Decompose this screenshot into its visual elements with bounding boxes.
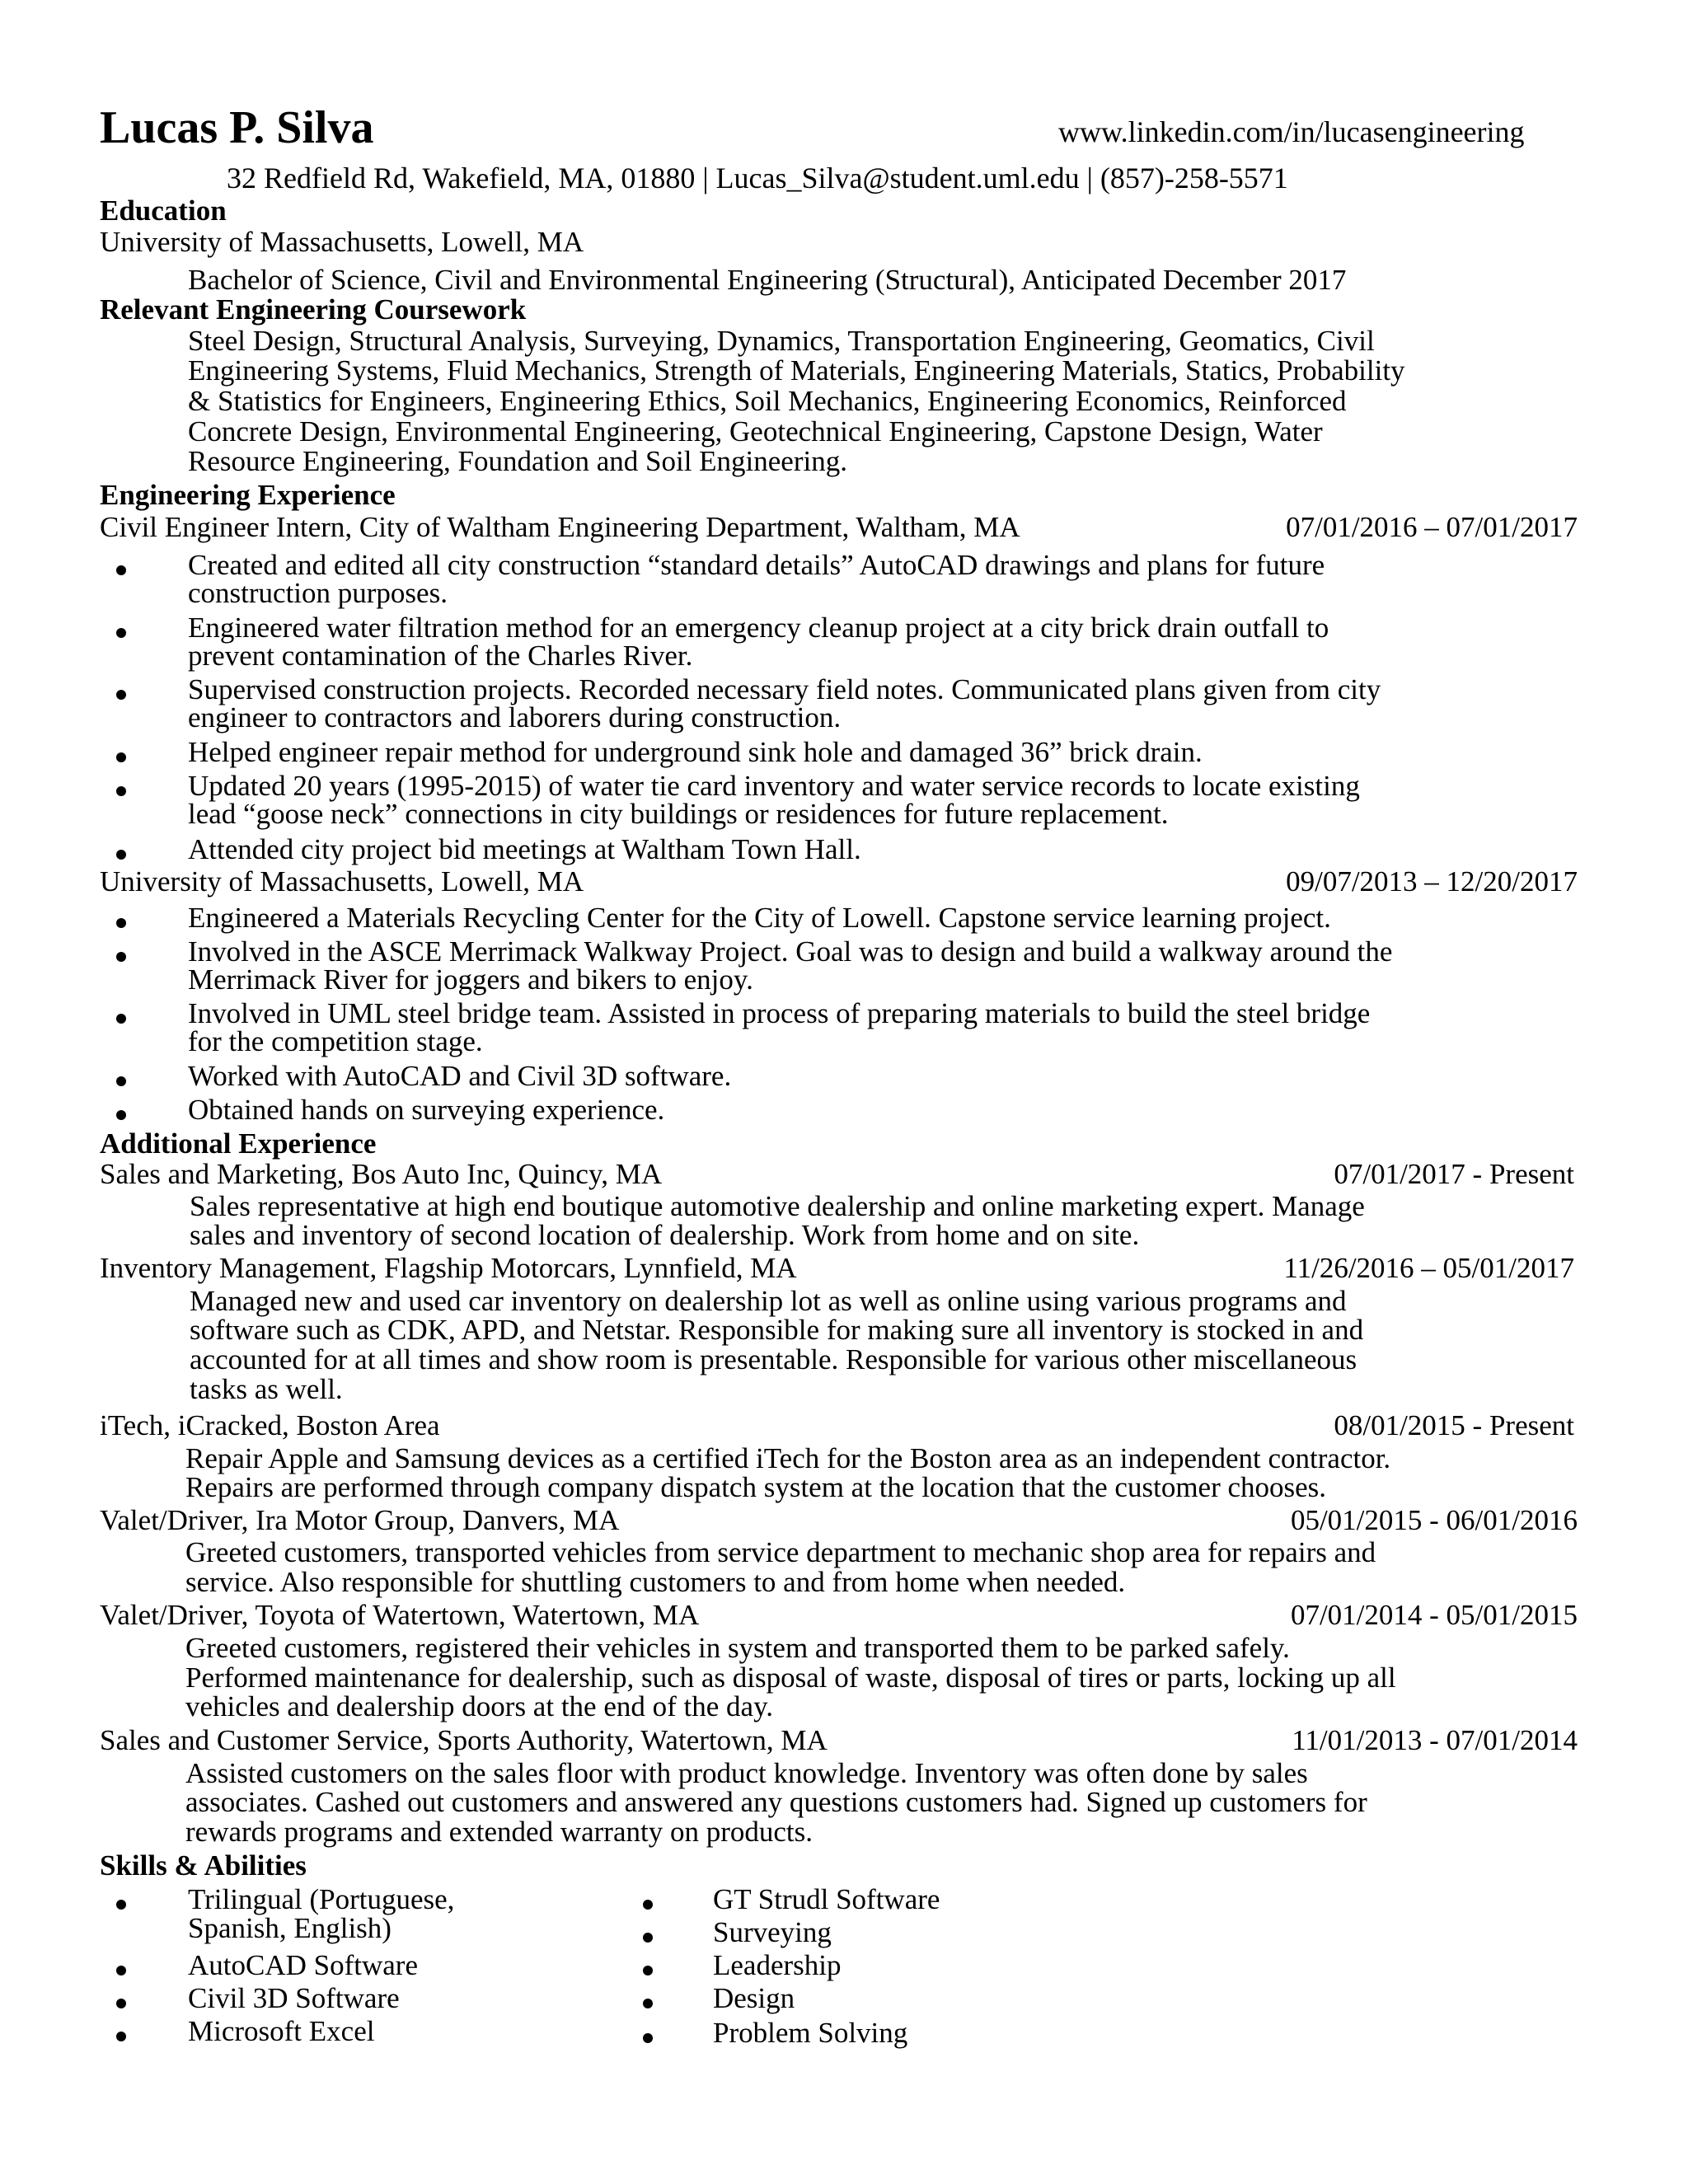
job-bullet: Worked with AutoCAD and Civil 3D software. [188, 1060, 732, 1092]
coursework-line: Engineering Systems, Fluid Mechanics, Strength of Materials, Engineering Materials, Statics, Probability [188, 354, 1405, 387]
bullet-icon [116, 1110, 126, 1120]
job-dates: 08/01/2015 - Present [1334, 1409, 1574, 1441]
job-bullet-cont: Merrimack River for joggers and bikers to enjoy. [188, 963, 753, 996]
job-dates: 11/01/2013 - 07/01/2014 [1292, 1724, 1578, 1756]
skills-heading: Skills & Abilities [100, 1849, 307, 1882]
job-title: Civil Engineer Intern, City of Waltham Engineering Department, Waltham, MA [100, 511, 1020, 543]
job-description: Sales representative at high end boutique automotive dealership and online marketing expert. Manage [190, 1190, 1365, 1222]
skill-item: Surveying [713, 1916, 832, 1948]
coursework-line: & Statistics for Engineers, Engineering Ethics, Soil Mechanics, Engineering Economics, Reinforced [188, 385, 1347, 417]
coursework-heading: Relevant Engineering Coursework [100, 293, 527, 326]
candidate-name: Lucas P. Silva [100, 102, 374, 153]
bullet-icon [116, 786, 126, 796]
job-description: sales and inventory of second location of dealership. Work from home and on site. [190, 1219, 1140, 1251]
education-school: University of Massachusetts, Lowell, MA [100, 226, 584, 258]
bullet-icon [116, 918, 126, 928]
coursework-line: Steel Design, Structural Analysis, Surveying, Dynamics, Transportation Engineering, Geomatics, Civil [188, 325, 1375, 357]
job-title: Sales and Marketing, Bos Auto Inc, Quincy, MA [100, 1158, 663, 1190]
bullet-icon [643, 1999, 653, 2008]
job-bullet-cont: engineer to contractors and laborers during construction. [188, 701, 842, 733]
job-bullet: Involved in the ASCE Merrimack Walkway Project. Goal was to design and build a walkway around the [188, 935, 1393, 968]
skill-item: Problem Solving [713, 2017, 908, 2049]
job-description: tasks as well. [190, 1373, 343, 1405]
job-title: iTech, iCracked, Boston Area [100, 1409, 440, 1441]
skill-item: AutoCAD Software [188, 1949, 418, 1981]
job-description: rewards programs and extended warranty on products. [185, 1816, 813, 1848]
skill-item: Civil 3D Software [188, 1982, 400, 2014]
job-bullet: Created and edited all city construction “standard details” AutoCAD drawings and plans for future [188, 549, 1325, 581]
job-description: accounted for at all times and show room is presentable. Responsible for various other miscellaneous [190, 1343, 1357, 1376]
job-title: Valet/Driver, Ira Motor Group, Danvers, MA [100, 1504, 620, 1536]
job-bullet-cont: prevent contamination of the Charles River. [188, 640, 693, 672]
job-dates: 11/26/2016 – 05/01/2017 [1283, 1252, 1574, 1284]
job-description: Repairs are performed through company dispatch system at the location that the customer chooses. [185, 1471, 1327, 1503]
bullet-icon [116, 1014, 126, 1024]
engineering-experience-heading: Engineering Experience [100, 479, 396, 511]
bullet-icon [116, 1900, 126, 1910]
additional-experience-heading: Additional Experience [100, 1127, 377, 1160]
bullet-icon [116, 1966, 126, 1975]
job-description: associates. Cashed out customers and answered any questions customers had. Signed up customers for [185, 1786, 1367, 1818]
skill-item-cont: Spanish, English) [188, 1912, 392, 1944]
job-bullet: Attended city project bid meetings at Waltham Town Hall. [188, 833, 861, 865]
job-description: Performed maintenance for dealership, such as disposal of waste, disposal of tires or parts, locking up all [185, 1661, 1396, 1694]
bullet-icon [116, 752, 126, 762]
job-title: Valet/Driver, Toyota of Watertown, Watertown, MA [100, 1599, 700, 1631]
job-dates: 09/07/2013 – 12/20/2017 [1286, 865, 1578, 898]
job-dates: 07/01/2017 - Present [1334, 1158, 1574, 1190]
bullet-icon [116, 565, 126, 575]
job-bullet: Engineered water filtration method for an emergency cleanup project at a city brick drain outfall to [188, 612, 1329, 644]
coursework-line: Concrete Design, Environmental Engineering, Geotechnical Engineering, Capstone Design, Water [188, 415, 1323, 448]
skill-item: Design [713, 1982, 795, 2014]
bullet-icon [116, 850, 126, 860]
job-description: software such as CDK, APD, and Netstar. Responsible for making sure all inventory is stocked in and [190, 1314, 1364, 1346]
coursework-line: Resource Engineering, Foundation and Soil Engineering. [188, 445, 847, 477]
skill-item: GT Strudl Software [713, 1883, 940, 1915]
skill-item: Leadership [713, 1949, 842, 1981]
skill-item: Microsoft Excel [188, 2015, 375, 2047]
bullet-icon [643, 1900, 653, 1910]
job-dates: 07/01/2014 - 05/01/2015 [1290, 1599, 1578, 1631]
contact-line: 32 Redfield Rd, Wakefield, MA, 01880 | Lucas_Silva@student.uml.edu | (857)-258-5571 [227, 162, 1288, 194]
job-bullet-cont: construction purposes. [188, 577, 448, 609]
bullet-icon [116, 1076, 126, 1086]
job-bullet-cont: lead “goose neck” connections in city buildings or residences for future replacement. [188, 798, 1169, 830]
job-description: Repair Apple and Samsung devices as a certified iTech for the Boston area as an independent contractor. [185, 1442, 1391, 1474]
job-bullet: Engineered a Materials Recycling Center for the City of Lowell. Capstone service learning project. [188, 902, 1331, 934]
job-description: Assisted customers on the sales floor with product knowledge. Inventory was often done by sales [185, 1757, 1308, 1789]
bullet-icon [116, 628, 126, 638]
bullet-icon [643, 1933, 653, 1943]
job-description: Managed new and used car inventory on dealership lot as well as online using various programs and [190, 1285, 1347, 1317]
job-title: Sales and Customer Service, Sports Authority, Watertown, MA [100, 1724, 828, 1756]
bullet-icon [643, 2033, 653, 2043]
job-dates: 05/01/2015 - 06/01/2016 [1290, 1504, 1578, 1536]
bullet-icon [116, 1999, 126, 2008]
bullet-icon [116, 2032, 126, 2041]
job-description: Greeted customers, registered their vehicles in system and transported them to be parked safely. [185, 1632, 1290, 1664]
education-heading: Education [100, 194, 227, 227]
job-title: University of Massachusetts, Lowell, MA [100, 865, 584, 898]
job-bullet-cont: for the competition stage. [188, 1025, 483, 1057]
job-bullet: Helped engineer repair method for underground sink hole and damaged 36” brick drain. [188, 736, 1203, 768]
job-bullet: Updated 20 years (1995-2015) of water tie card inventory and water service records to locate existing [188, 770, 1360, 802]
skill-item: Trilingual (Portuguese, [188, 1883, 455, 1915]
bullet-icon [116, 952, 126, 962]
job-description: service. Also responsible for shuttling customers to and from home when needed. [185, 1566, 1126, 1598]
education-degree: Bachelor of Science, Civil and Environmental Engineering (Structural), Anticipated December 2017 [188, 264, 1347, 296]
job-bullet: Supervised construction projects. Recorded necessary field notes. Communicated plans given from city [188, 673, 1381, 705]
job-bullet: Obtained hands on surveying experience. [188, 1094, 665, 1126]
job-bullet: Involved in UML steel bridge team. Assisted in process of preparing materials to build the steel bridge [188, 997, 1371, 1029]
job-title: Inventory Management, Flagship Motorcars, Lynnfield, MA [100, 1252, 797, 1284]
job-dates: 07/01/2016 – 07/01/2017 [1286, 511, 1578, 543]
linkedin-url[interactable]: www.linkedin.com/in/lucasengineering [1058, 115, 1525, 148]
job-description: Greeted customers, transported vehicles from service department to mechanic shop area for repairs and [185, 1536, 1376, 1568]
job-description: vehicles and dealership doors at the end of the day. [185, 1690, 774, 1722]
bullet-icon [643, 1966, 653, 1975]
bullet-icon [116, 690, 126, 700]
